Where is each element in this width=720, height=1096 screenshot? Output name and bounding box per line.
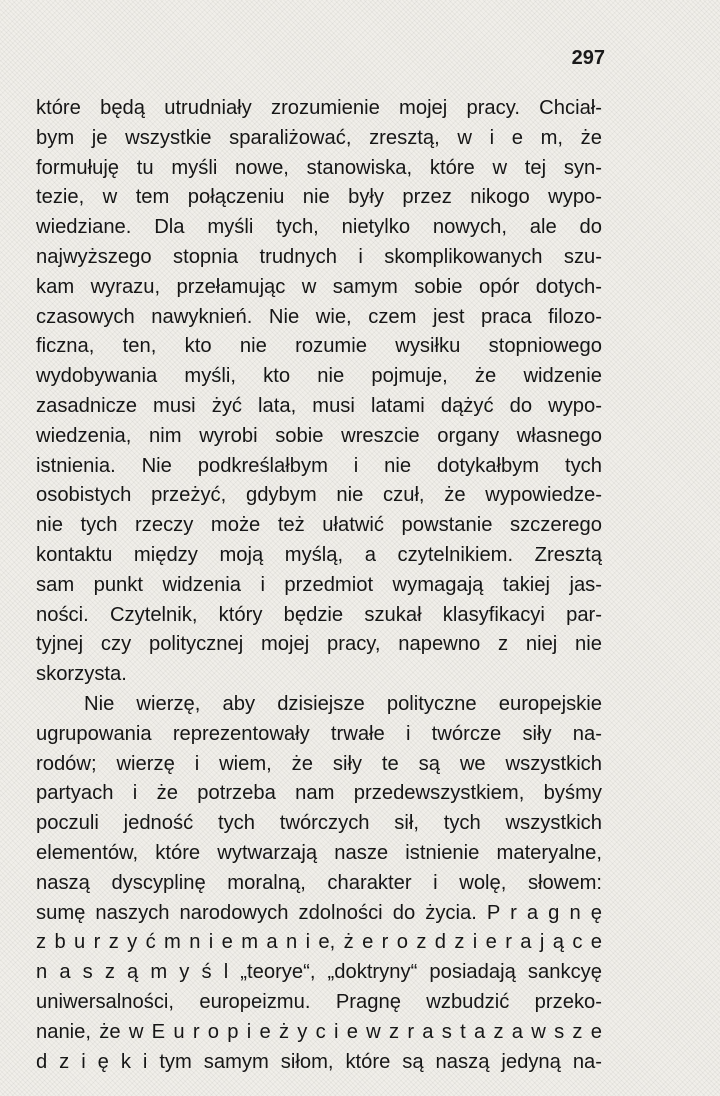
text-line: sumę naszych narodowych zdolności do życia. P r a g n ę (36, 901, 602, 924)
text-line: poczuli jedność tych twórczych sił, tych wszystkich (36, 812, 602, 835)
text-line: czasowych nawyknień. Nie wie, czem jest praca filozo- (36, 305, 602, 328)
text-line: ficzna, ten, kto nie rozumie wysiłku stopniowego (36, 335, 602, 358)
text-line: nie tych rzeczy może też ułatwić powstanie szczerego (36, 514, 602, 537)
text-line: które będą utrudniały zrozumienie mojej pracy. Chciał- (36, 97, 602, 119)
text-line: partyach i że potrzeba nam przedewszystkiem, byśmy (36, 782, 602, 805)
text-line: tyjnej czy politycznej mojej pracy, napewno z niej nie (36, 633, 602, 656)
text-line: sam punkt widzenia i przedmiot wymagają takiej jas- (36, 573, 602, 596)
paragraph-end-line: skorzysta. (36, 663, 127, 686)
text-line: n a s z ą m y ś l „teorye“, „doktryny“ posiadają sankcyę (36, 961, 602, 984)
text-line: osobistych przeżyć, gdybym nie czuł, że wypowiedze- (36, 484, 602, 507)
text-line: wiedzenia, nim wyrobi sobie wreszcie organy własnego (36, 424, 602, 447)
text-line: wydobywania myśli, kto nie pojmuje, że widzenie (36, 365, 602, 388)
text-line: nanie, że w E u r o p i e ż y c i e w z r a s t a z a w s z e (36, 1020, 602, 1043)
text-line: naszą dyscyplinę moralną, charakter i wolę, słowem: (36, 871, 602, 894)
text-line: d z i ę k i tym samym siłom, które są naszą jedyną na- (36, 1050, 602, 1073)
text-line: najwyższego stopnia trudnych i skomplikowanych szu- (36, 245, 602, 268)
text-line: z b u r z y ć m n i e m a n i e, ż e r o z d z i e r a j ą c e (36, 931, 602, 954)
text-line: elementów, które wytwarzają nasze istnienie materyalne, (36, 841, 602, 864)
text-line: formułuję tu myśli nowe, stanowiska, które w tej syn- (36, 156, 602, 179)
page-number: 297 (571, 47, 605, 69)
text-line: tezie, w tem połączeniu nie były przez nikogo wypo- (36, 186, 602, 209)
text-line: wiedziane. Dla myśli tych, nietylko nowych, ale do (36, 216, 602, 239)
text-line: istnienia. Nie podkreślałbym i nie dotykałbym tych (36, 454, 602, 477)
paragraph-start-line: Nie wierzę, aby dzisiejsze polityczne europejskie (84, 692, 602, 715)
text-line: rodów; wierzę i wiem, że siły te są we wszystkich (36, 752, 602, 775)
text-line: ności. Czytelnik, który będzie szukał klasyfikacyi par- (36, 603, 602, 626)
text-line: kontaktu między moją myślą, a czytelnikiem. Zresztą (36, 543, 602, 566)
text-line: zasadnicze musi żyć lata, musi latami dążyć do wypo- (36, 394, 602, 417)
text-line: ugrupowania reprezentowały trwałe i twórcze siły na- (36, 722, 602, 745)
body-text (36, 94, 602, 1077)
text-line: uniwersalności, europeizmu. Pragnę wzbudzić przeko- (36, 990, 602, 1013)
text-line: bym je wszystkie sparaliżować, zresztą, w i e m, że (36, 126, 602, 149)
text-line: kam wyrazu, przełamując w samym sobie opór dotych- (36, 275, 602, 298)
